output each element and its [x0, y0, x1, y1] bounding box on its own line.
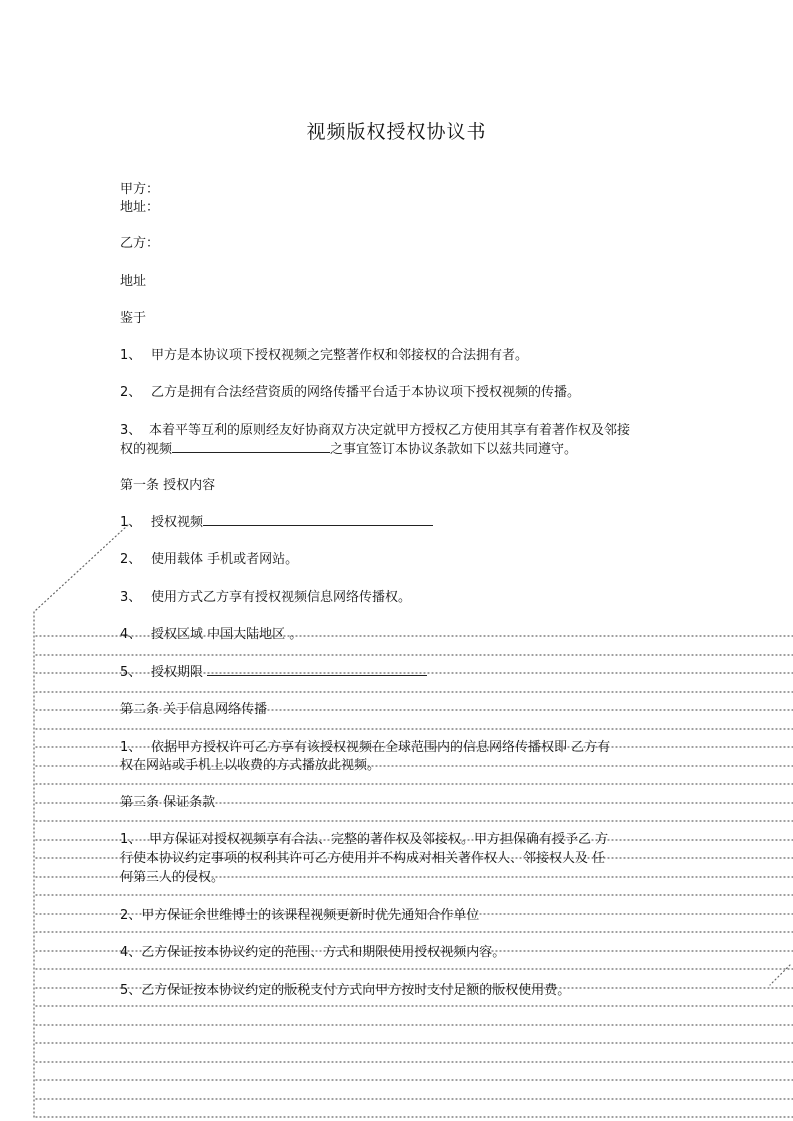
article-3-para-1-line-2: 行使本协议约定事项的权利其许可乙方使用并不构成对相关著作权人、邻接权人及 任 [120, 851, 606, 866]
article-2-text: 依据甲方授权许可乙方享有该授权视频在全球范围内的信息网络传播权即 乙方有 [151, 740, 611, 755]
article-1-item-3 [120, 589, 411, 607]
item-text: 授权区域 中国大陆地区 。 [151, 627, 303, 642]
item-number: 1、 [120, 832, 142, 847]
article-3-para-1-line-1 [120, 831, 608, 849]
article-1-item-5 [120, 663, 427, 682]
article-3-para-4: 4、乙方保证按本协议约定的范围、方式和期限使用授权视频内容。 [120, 945, 506, 960]
item-text: 授权视频 [151, 515, 204, 530]
recital-text: 甲方是本协议项下授权视频之完整著作权和邻接权的合法拥有者。 [151, 348, 529, 363]
recital-2 [120, 384, 580, 402]
article-1-item-2 [120, 551, 298, 569]
article-3-para-5: 5、乙方保证按本协议约定的版税支付方式向甲方按时支付足额的版权使用费。 [120, 983, 571, 998]
authorized-video-blank [203, 513, 433, 526]
recital-1 [120, 347, 528, 365]
video-name-blank [172, 440, 330, 453]
article-1-heading: 第一条 授权内容 [120, 478, 216, 493]
party-b-address-label: 地址 [120, 274, 147, 289]
item-number: 5、 [120, 665, 142, 680]
item-number: 4、 [120, 627, 142, 642]
recital-text-suffix: 之事宜签订本协议条款如下以兹共同遵守。 [330, 442, 578, 457]
item-number: 1、 [120, 515, 142, 530]
article-2-line-2: 权在网站或手机上以收费的方式播放此视频。 [120, 758, 381, 773]
party-a-address-label: 地址： [120, 200, 160, 215]
item-text: 授权期限 [151, 665, 204, 680]
document-title: 视频版权授权协议书 [306, 121, 487, 143]
recital-text: 乙方是拥有合法经营资质的网络传播平台适于本协议项下授权视频的传播。 [151, 385, 581, 400]
recital-text-prefix: 权的视频 [120, 442, 173, 457]
item-number: 2、 [120, 552, 142, 567]
article-1-item-4 [120, 626, 302, 644]
whereas-label: 鉴于 [120, 311, 147, 326]
article-2-heading: 第二条 关于信息网络传播 [120, 702, 268, 717]
recital-number: 2、 [120, 385, 142, 400]
recital-text: 本着平等互利的原则经友好协商双方决定就甲方授权乙方使用其享有着著作权及邻接 [149, 423, 631, 438]
article-3-heading: 第三条 保证条款 [120, 795, 216, 810]
item-text: 使用载体 手机或者网站。 [151, 552, 299, 567]
party-a-label: 甲方： [120, 182, 160, 197]
item-text: 使用方式乙方享有授权视频信息网络传播权。 [151, 590, 412, 605]
article-3-text: 甲方保证对授权视频享有合法、完整的著作权及邻接权。甲方担保确有授予乙 方 [149, 832, 609, 847]
recital-number: 1、 [120, 348, 142, 363]
recital-3-line-2 [120, 440, 577, 459]
authorization-period-blank [207, 663, 427, 676]
article-3-para-2: 2、甲方保证余世维博士的该课程视频更新时优先通知合作单位 [120, 908, 480, 923]
recital-3-line-1 [120, 422, 630, 440]
item-number: 1、 [120, 740, 142, 755]
party-b-label: 乙方： [120, 236, 160, 251]
article-3-para-1-line-3: 何第三人的侵权。 [120, 870, 225, 885]
recital-number: 3、 [120, 423, 142, 438]
article-1-item-1 [120, 513, 433, 532]
item-number: 3、 [120, 590, 142, 605]
article-2-line-1 [120, 739, 610, 757]
